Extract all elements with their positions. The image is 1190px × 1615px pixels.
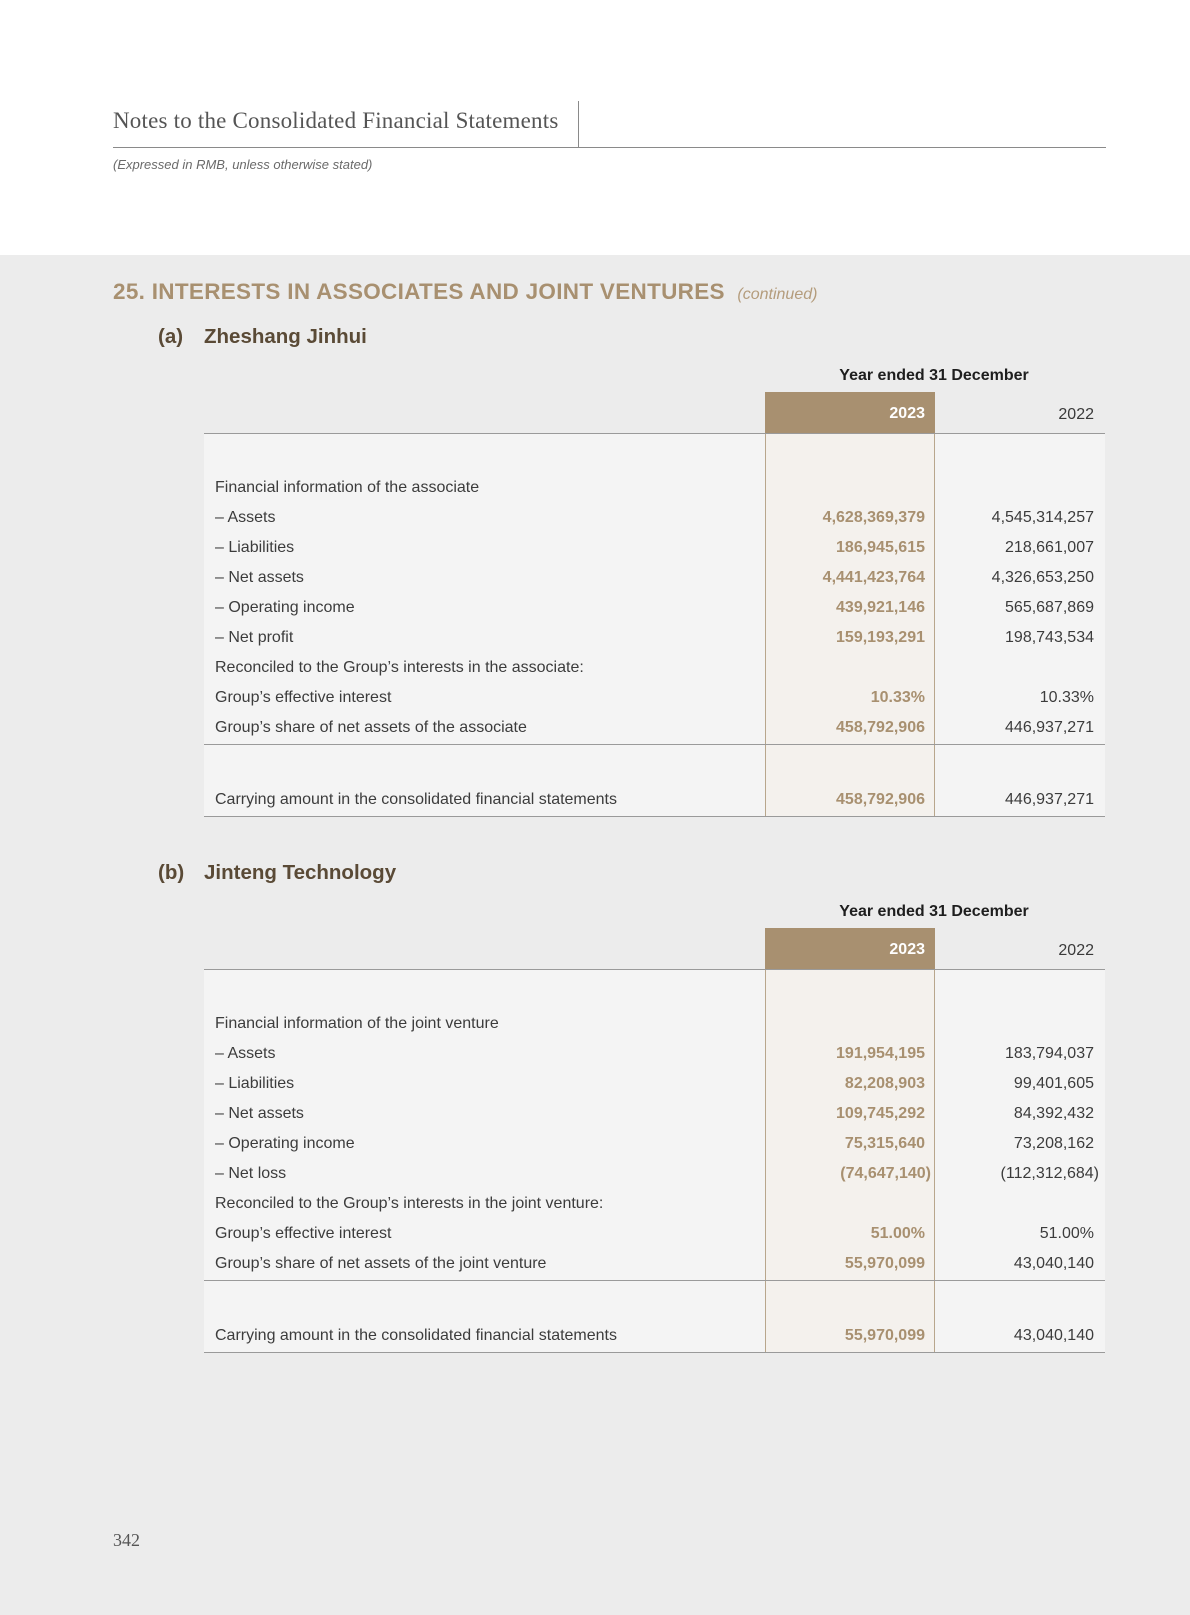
table-bottom-rule: [204, 816, 1105, 817]
subtotal-rule: [204, 744, 1105, 745]
subsection-letter: (b): [158, 861, 185, 884]
table-row: – Net assets 4,441,423,764 4,326,653,250: [215, 569, 1094, 586]
header-horizontal-divider: [113, 147, 1106, 148]
table-row: – Net assets 109,745,292 84,392,432: [215, 1105, 1094, 1122]
column-header-2022: 2022: [1058, 942, 1094, 959]
subsection-name: Jinteng Technology: [204, 861, 397, 884]
total-row: Carrying amount in the consolidated financial statements 458,792,906 446,937,271: [215, 791, 1094, 808]
table-header: [204, 928, 1105, 970]
section-title: INTERESTS IN ASSOCIATES AND JOINT VENTURES: [151, 279, 725, 304]
table-row: Financial information of the joint venture: [215, 1015, 499, 1032]
table-row: – Assets 191,954,195 183,794,037: [215, 1045, 1094, 1062]
period-label: Year ended 31 December: [839, 903, 1029, 920]
table-row: – Assets 4,628,369,379 4,545,314,257: [215, 509, 1094, 526]
table-row: – Net profit 159,193,291 198,743,534: [215, 629, 1094, 646]
table-row: – Liabilities 186,945,615 218,661,007: [215, 539, 1094, 556]
page-number: 342: [113, 1530, 140, 1550]
table-body: [204, 970, 1105, 1352]
financial-table-associate: [204, 367, 1105, 817]
table-row: – Operating income 439,921,146 565,687,869: [215, 599, 1094, 616]
table-row: – Liabilities 82,208,903 99,401,605: [215, 1075, 1094, 1092]
subtotal-rule: [204, 1280, 1105, 1281]
table-row: – Operating income 75,315,640 73,208,162: [215, 1135, 1094, 1152]
header-vertical-divider: [578, 101, 579, 147]
column-header-2023: 2023: [765, 928, 935, 969]
table-row: Reconciled to the Group’s interests in the associate:: [215, 659, 584, 676]
table-row: Group’s effective interest 10.33% 10.33%: [215, 689, 1094, 706]
total-row: Carrying amount in the consolidated financial statements 55,970,099 43,040,140: [215, 1327, 1094, 1344]
subsection-heading-a: [158, 325, 367, 349]
column-header-2022: 2022: [1058, 406, 1094, 423]
section-heading: [113, 279, 817, 305]
subsection-name: Zheshang Jinhui: [204, 325, 367, 348]
table-row: Reconciled to the Group’s interests in the joint venture:: [215, 1195, 604, 1212]
section-number: 25.: [113, 279, 146, 304]
table-row: Group’s share of net assets of the associate 458,792,906 446,937,271: [215, 719, 1094, 736]
table-header: [204, 392, 1105, 434]
column-header-2023: 2023: [765, 392, 935, 433]
subsection-heading-b: [158, 861, 396, 885]
currency-note: (Expressed in RMB, unless otherwise stated): [113, 157, 373, 172]
continued-label: (continued): [737, 286, 818, 303]
subsection-letter: (a): [158, 325, 184, 348]
table-row: Group’s effective interest 51.00% 51.00%: [215, 1225, 1094, 1242]
table-body: [204, 434, 1105, 816]
period-label: Year ended 31 December: [839, 367, 1029, 384]
table-bottom-rule: [204, 1352, 1105, 1353]
table-row: – Net loss (74,647,140) (112,312,684): [215, 1165, 1099, 1182]
table-row: Group’s share of net assets of the joint venture 55,970,099 43,040,140: [215, 1255, 1094, 1272]
financial-table-joint-venture: [204, 903, 1105, 1353]
running-title: Notes to the Consolidated Financial Statements: [113, 108, 559, 133]
table-row: Financial information of the associate: [215, 479, 480, 496]
